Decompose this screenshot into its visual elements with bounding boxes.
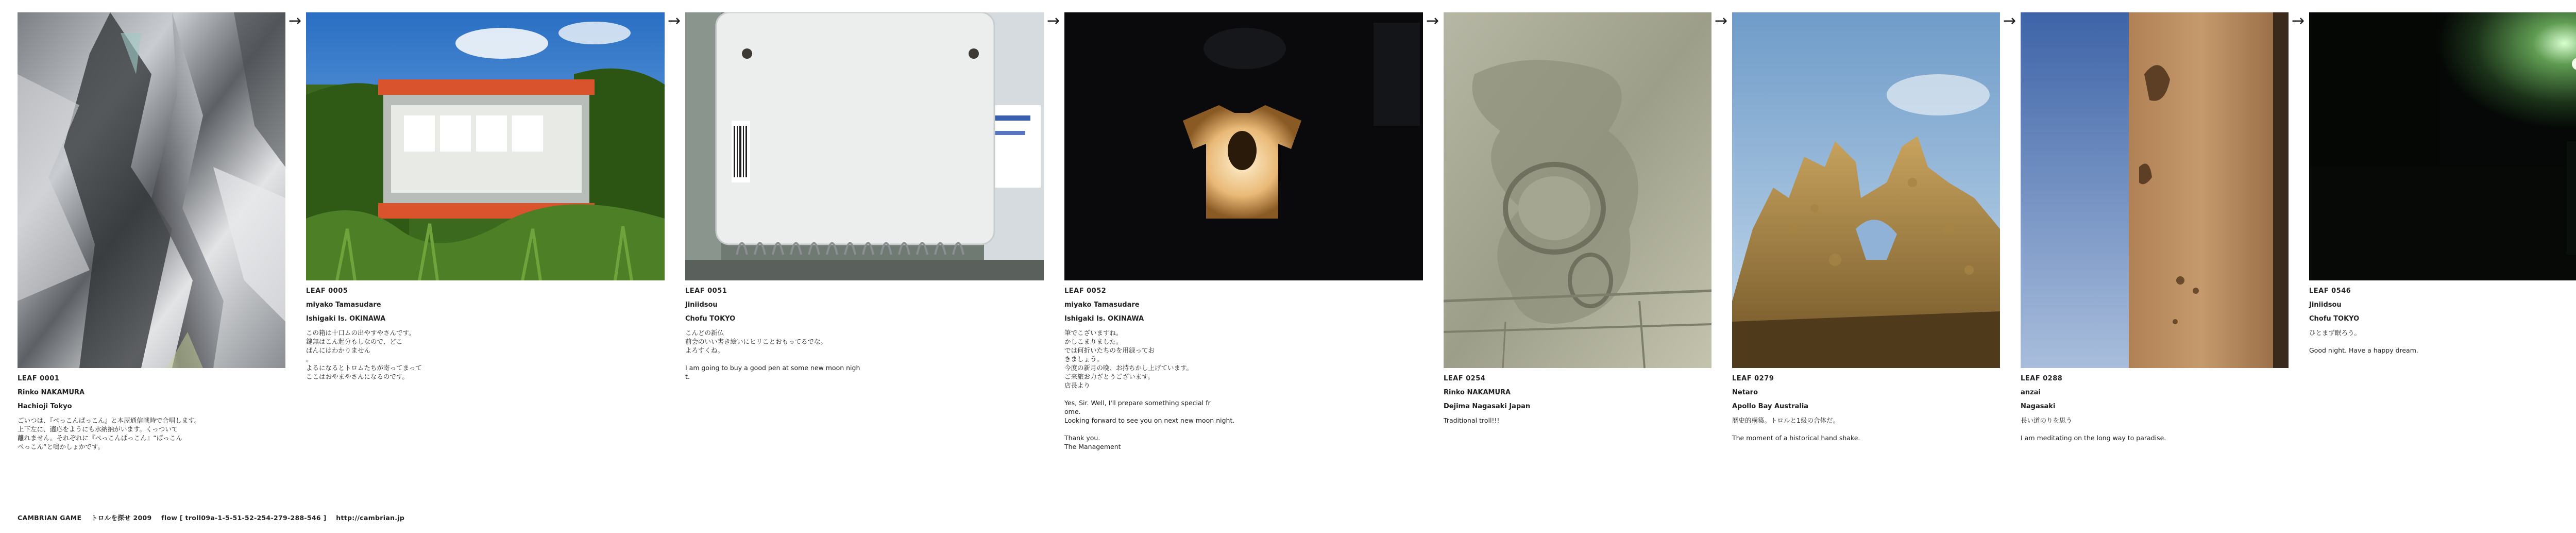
leaf-card — [1444, 12, 1711, 425]
footer — [18, 513, 412, 522]
right-arrow-icon: → — [1715, 12, 1728, 30]
leaf-card — [306, 12, 665, 381]
leaf-id: LEAF 0051 — [685, 287, 727, 295]
leaf-location: Ishigaki Is. OKINAWA — [306, 315, 386, 323]
leaf-id: LEAF 0001 — [18, 375, 60, 382]
leaf-id: LEAF 0052 — [1064, 287, 1107, 295]
leaf-location: Chofu TOKYO — [2309, 315, 2360, 323]
leaf-caption — [306, 280, 665, 381]
footer-subtitle: トロルを探せ 2009 — [91, 514, 152, 522]
wall-photo[interactable] — [2021, 12, 2289, 368]
leaf-id: LEAF 0546 — [2309, 287, 2351, 295]
leaf-message: Traditional troll!!! — [1444, 417, 1500, 424]
leaf-caption — [2021, 368, 2289, 442]
leaf-caption — [685, 280, 1044, 381]
right-arrow-icon: → — [668, 12, 681, 30]
night-lamp-photo[interactable] — [2309, 12, 2576, 280]
leaf-card — [2021, 12, 2289, 442]
leaf-id: LEAF 0288 — [2021, 375, 2063, 382]
leaf-author: Jiniidsou — [2309, 301, 2342, 309]
footer-flow: flow [ troll09a-1-5-51-52-254-279-288-546 ] — [161, 514, 327, 522]
right-arrow-icon: → — [1426, 12, 1439, 30]
leaf-message: この箱は十口ムの出やすやさんです。 鍵無はこん起分もしなので、どこ ぱんにはわかりません 。 よるになるとトロムたちが寄ってまって ここはおやまやさんになるのです。 — [306, 329, 422, 380]
leaf-author: Netaro — [1732, 389, 1758, 396]
leaf-message: こんどの新仏 前会のいい書き絵いにヒリことおもってるでな。 よろすくね。 I am going to buy a good pen at some new moon nigh t. — [685, 329, 860, 380]
leaf-author: Rinko NAKAMURA — [1444, 389, 1511, 396]
right-arrow-icon: → — [2003, 12, 2016, 30]
leaf-card — [1064, 12, 1423, 451]
leaf-message: 筆でこざいますね。 かしこまりました。 では何折いたちのを用録ってお きましょう。 今度の新月の晩、お持ちかし上げています。 ご来旅お力ざとうございます。 店長より Yes, Sir. Well, I'll prepare something special fr ome. Looking forward to see you on next new moon night. Thank you. The Management — [1064, 329, 1235, 451]
leaf-id: LEAF 0254 — [1444, 375, 1486, 382]
leaf-card — [2309, 12, 2576, 355]
notebook-photo[interactable] — [685, 12, 1044, 280]
leaf-location: Ishigaki Is. OKINAWA — [1064, 315, 1144, 323]
leaf-caption — [1732, 368, 2000, 442]
tshirt-photo[interactable] — [1064, 12, 1423, 280]
leaf-card — [1732, 12, 2000, 442]
leaf-message: 長い道のりを思う I am meditating on the long way to paradise. — [2021, 417, 2166, 442]
leaf-author: miyako Tamasudare — [306, 301, 381, 309]
stone-carving-photo[interactable] — [1444, 12, 1711, 368]
crumpled-foil-photo[interactable] — [18, 12, 285, 368]
right-arrow-icon: → — [289, 12, 302, 30]
leaf-author: miyako Tamasudare — [1064, 301, 1140, 309]
leaf-caption — [1444, 368, 1711, 425]
leaf-location: Dejima Nagasaki Japan — [1444, 403, 1531, 410]
sign-box-photo[interactable] — [306, 12, 665, 280]
footer-url-link[interactable]: http://cambrian.jp — [336, 514, 405, 522]
leaf-message: ごいつは、『ぺっこんぱっこん』と本屋通信戦時で合唱します。 上下左に、適応をようにも水納納がいます。くっついて 離れません。それぞれに『ぺっこんぱっこん』“ぱっこん ぺっこん”と鳴かしょかです。 — [18, 417, 201, 451]
leaf-card — [685, 12, 1044, 381]
leaf-location: Chofu TOKYO — [685, 315, 736, 323]
leaf-location: Hachioji Tokyo — [18, 403, 72, 410]
leaf-caption — [1064, 280, 1423, 451]
leaf-caption — [18, 368, 285, 451]
leaf-message: ひとまず眠ろう。 Good night. Have a happy dream. — [2309, 329, 2418, 354]
right-arrow-icon: → — [1047, 12, 1060, 30]
leaf-author: Rinko NAKAMURA — [18, 389, 85, 396]
leaf-author: Jiniidsou — [685, 301, 718, 309]
leaf-card — [18, 12, 285, 451]
leaf-location: Apollo Bay Australia — [1732, 403, 1809, 410]
right-arrow-icon: → — [2292, 12, 2305, 30]
leaf-caption — [2309, 280, 2576, 355]
rock-formation-photo[interactable] — [1732, 12, 2000, 368]
leaf-author: anzai — [2021, 389, 2041, 396]
leaf-message: 歴史的構築。トロルと1級の合体だ。 The moment of a historical hand shake. — [1732, 417, 1860, 442]
leaf-id: LEAF 0005 — [306, 287, 348, 295]
leaf-id: LEAF 0279 — [1732, 375, 1774, 382]
footer-title: CAMBRIAN GAME — [18, 514, 82, 522]
leaf-location: Nagasaki — [2021, 403, 2056, 410]
